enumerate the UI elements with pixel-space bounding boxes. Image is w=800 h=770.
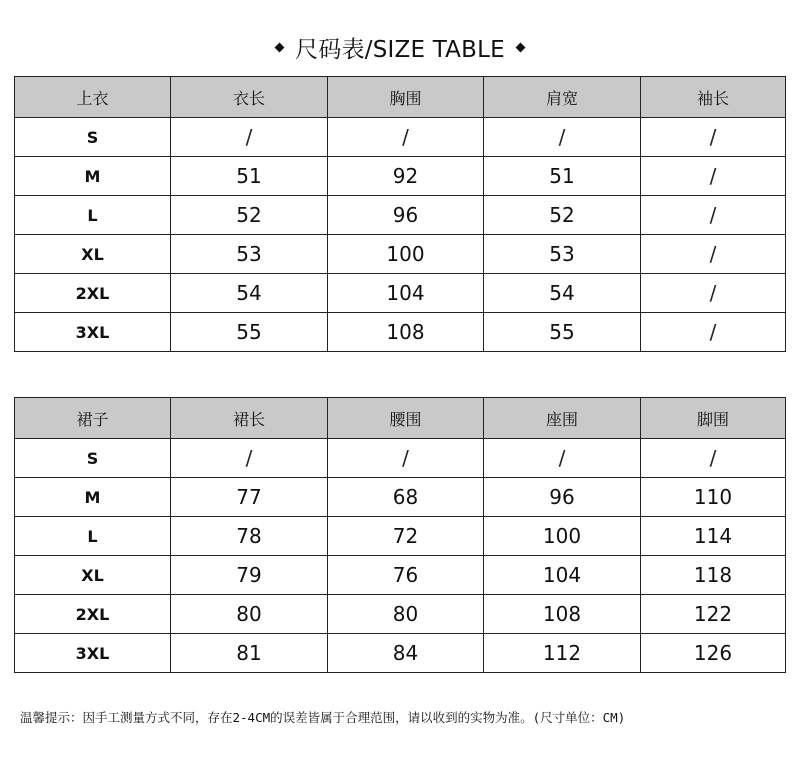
measurement-cell: 77: [171, 478, 328, 517]
empty-measurement-cell: /: [641, 196, 786, 235]
measurement-cell: 68: [328, 478, 484, 517]
size-label-cell: XL: [15, 556, 171, 595]
empty-measurement-cell: /: [171, 118, 328, 157]
measurement-cell: 100: [484, 517, 641, 556]
measurement-cell: 54: [171, 274, 328, 313]
measurement-cell: 80: [328, 595, 484, 634]
skirts-header-cell: 座围: [484, 398, 641, 439]
size-label-cell: 2XL: [15, 274, 171, 313]
size-label-cell: 3XL: [15, 634, 171, 673]
measurement-cell: 96: [484, 478, 641, 517]
measurement-cell: 55: [171, 313, 328, 352]
size-label-cell: M: [15, 478, 171, 517]
measurement-cell: 52: [484, 196, 641, 235]
table-row: [15, 235, 786, 274]
tops-header-cell: 肩宽: [484, 77, 641, 118]
size-label-cell: L: [15, 517, 171, 556]
size-label-cell: S: [15, 439, 171, 478]
measurement-note: 温馨提示：因手工测量方式不同，存在2-4CM的误差皆属于合理范围，请以收到的实物为准。(尺寸单位：CM): [20, 710, 626, 725]
page-title: [0, 30, 800, 64]
empty-measurement-cell: /: [484, 439, 641, 478]
empty-measurement-cell: /: [641, 439, 786, 478]
table-row: [15, 478, 786, 517]
measurement-cell: 51: [484, 157, 641, 196]
measurement-cell: 110: [641, 478, 786, 517]
empty-measurement-cell: /: [484, 118, 641, 157]
size-label-cell: S: [15, 118, 171, 157]
skirts-body: [15, 439, 786, 673]
empty-measurement-cell: /: [328, 118, 484, 157]
skirts-header-cell: 腰围: [328, 398, 484, 439]
measurement-cell: 112: [484, 634, 641, 673]
empty-measurement-cell: /: [641, 157, 786, 196]
measurement-cell: 53: [171, 235, 328, 274]
table-row: [15, 595, 786, 634]
skirts-header-cell: 脚围: [641, 398, 786, 439]
measurement-cell: 84: [328, 634, 484, 673]
measurement-cell: 92: [328, 157, 484, 196]
size-label-cell: XL: [15, 235, 171, 274]
measurement-cell: 78: [171, 517, 328, 556]
tops-size-table: [14, 76, 786, 352]
table-row: [15, 313, 786, 352]
empty-measurement-cell: /: [641, 274, 786, 313]
tops-header-cell: 袖长: [641, 77, 786, 118]
measurement-cell: 76: [328, 556, 484, 595]
skirts-header-cell: 裙子: [15, 398, 171, 439]
measurement-cell: 96: [328, 196, 484, 235]
table-row: [15, 634, 786, 673]
measurement-cell: 126: [641, 634, 786, 673]
table-row: [15, 556, 786, 595]
tops-body: [15, 118, 786, 352]
size-label-cell: 2XL: [15, 595, 171, 634]
measurement-cell: 108: [328, 313, 484, 352]
measurement-cell: 72: [328, 517, 484, 556]
tops-header-cell: 衣长: [171, 77, 328, 118]
measurement-cell: 55: [484, 313, 641, 352]
measurement-cell: 53: [484, 235, 641, 274]
measurement-cell: 54: [484, 274, 641, 313]
empty-measurement-cell: /: [171, 439, 328, 478]
tops-header-cell: 胸围: [328, 77, 484, 118]
measurement-cell: 118: [641, 556, 786, 595]
size-label-cell: 3XL: [15, 313, 171, 352]
tops-header-row: [15, 77, 786, 118]
measurement-cell: 52: [171, 196, 328, 235]
diamond-left-icon: [275, 42, 285, 52]
measurement-cell: 104: [484, 556, 641, 595]
empty-measurement-cell: /: [641, 313, 786, 352]
measurement-cell: 114: [641, 517, 786, 556]
measurement-cell: 79: [171, 556, 328, 595]
size-label-cell: M: [15, 157, 171, 196]
empty-measurement-cell: /: [641, 235, 786, 274]
table-row: [15, 274, 786, 313]
skirts-header-cell: 裙长: [171, 398, 328, 439]
diamond-right-icon: [515, 42, 525, 52]
table-row: [15, 118, 786, 157]
table-row: [15, 157, 786, 196]
empty-measurement-cell: /: [328, 439, 484, 478]
title-text: 尺码表/SIZE TABLE: [295, 36, 505, 63]
measurement-cell: 80: [171, 595, 328, 634]
measurement-cell: 108: [484, 595, 641, 634]
skirts-header-row: [15, 398, 786, 439]
table-row: [15, 517, 786, 556]
measurement-cell: 100: [328, 235, 484, 274]
measurement-cell: 104: [328, 274, 484, 313]
skirts-size-table: [14, 397, 786, 673]
table-row: [15, 196, 786, 235]
measurement-cell: 81: [171, 634, 328, 673]
empty-measurement-cell: /: [641, 118, 786, 157]
measurement-cell: 122: [641, 595, 786, 634]
size-label-cell: L: [15, 196, 171, 235]
tops-header-cell: 上衣: [15, 77, 171, 118]
table-row: [15, 439, 786, 478]
measurement-cell: 51: [171, 157, 328, 196]
